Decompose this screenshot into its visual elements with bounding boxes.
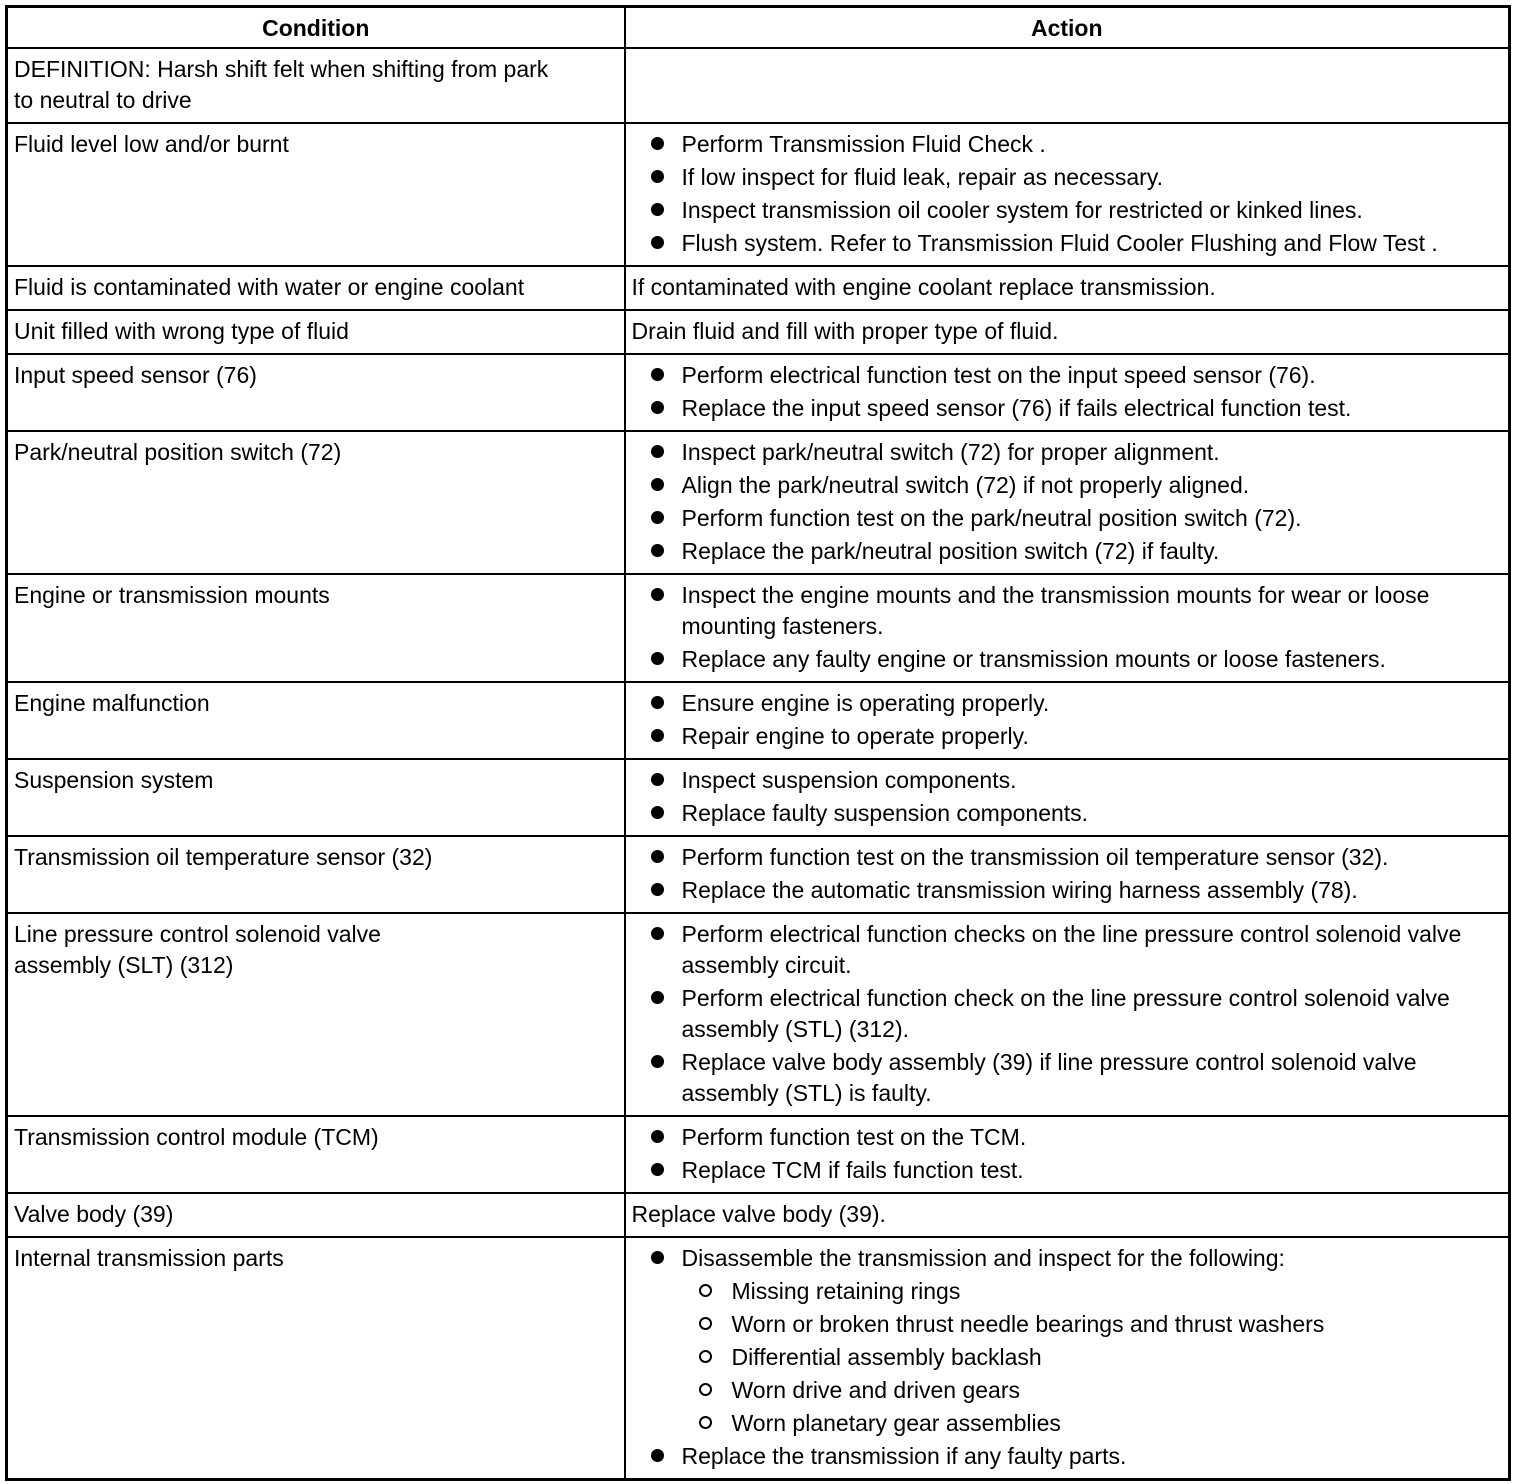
action-text: If contaminated with engine coolant replace transmission. [631,274,1216,300]
action-item-text: Perform function test on the TCM. [681,1124,1027,1150]
hollow-bullet-icon [699,1416,712,1429]
action-list [632,580,1503,675]
action-item-text: Perform electrical function check on the line pressure control solenoid valve assembly (STL) (312). [681,985,1450,1042]
action-item-text: Replace the input speed sensor (76) if fails electrical function test. [681,395,1352,421]
hollow-bullet-icon [699,1284,712,1297]
action-item-text: Perform function test on the transmission oil temperature sensor (32). [681,844,1389,870]
sub-list-item [732,1408,1503,1439]
action-list [632,1243,1503,1472]
action-item-text: Ensure engine is operating properly. [681,690,1050,716]
action-cell [625,431,1510,574]
table-row [7,1193,1510,1237]
hollow-bullet-icon [699,1317,712,1330]
action-cell [625,48,1510,123]
sub-item-text: Missing retaining rings [731,1278,961,1304]
action-list-item [682,983,1503,1045]
action-list-item [682,798,1503,829]
action-text: Drain fluid and fill with proper type of fluid. [631,318,1059,344]
bullet-icon [651,883,664,896]
action-item-text: Disassemble the transmission and inspect for the following: [681,1245,1285,1271]
hollow-bullet-icon [699,1383,712,1396]
action-cell [625,682,1510,759]
action-list-item [682,842,1503,873]
action-list-item [682,1122,1503,1153]
action-list [632,919,1503,1109]
action-item-text: Perform electrical function checks on the line pressure control solenoid valve assembly circuit. [681,921,1462,978]
action-item-text: Inspect the engine mounts and the transmission mounts for wear or loose mounting fasteners. [681,582,1430,639]
condition-cell: Transmission oil temperature sensor (32) [7,836,625,913]
table-row [7,354,1510,431]
action-list-item [682,1243,1503,1439]
action-item-text: Replace the park/neutral position switch (72) if faulty. [681,538,1220,564]
bullet-icon [651,806,664,819]
action-cell [625,1116,1510,1193]
action-list [632,842,1503,906]
action-item-text: Flush system. Refer to Transmission Fluid Cooler Flushing and Flow Test . [681,230,1438,256]
action-list-item [682,129,1503,160]
bullet-icon [651,203,664,216]
action-list [632,688,1503,752]
action-list [632,129,1503,259]
action-item-text: Inspect suspension components. [681,767,1017,793]
header-condition: Condition [7,7,625,49]
action-list-item [682,536,1503,567]
action-list-item [682,437,1503,468]
action-cell [625,123,1510,266]
condition-cell: Park/neutral position switch (72) [7,431,625,574]
action-cell [625,1193,1510,1237]
action-item-text: Replace the transmission if any faulty parts. [681,1443,1127,1469]
bullet-icon [651,1130,664,1143]
action-cell [625,310,1510,354]
action-list [632,437,1503,567]
action-list-item [682,195,1503,226]
table-row [7,682,1510,759]
action-list-item [682,1047,1503,1109]
sub-list-item [732,1342,1503,1373]
action-list-item [682,765,1503,796]
sub-list [682,1276,1503,1439]
action-item-text: Replace valve body assembly (39) if line pressure control solenoid valve assembly (STL) is faulty. [681,1049,1417,1106]
action-item-text: If low inspect for fluid leak, repair as necessary. [681,164,1164,190]
bullet-icon [651,927,664,940]
table-row [7,310,1510,354]
bullet-icon [651,991,664,1004]
action-item-text: Replace TCM if fails function test. [681,1157,1024,1183]
action-item-text: Replace any faulty engine or transmission mounts or loose fasteners. [681,646,1386,672]
action-list-item [682,1155,1503,1186]
condition-cell: Fluid level low and/or burnt [7,123,625,266]
bullet-icon [651,1449,664,1462]
action-list [632,1122,1503,1186]
condition-cell: Engine malfunction [7,682,625,759]
table-row [7,48,1510,123]
action-cell [625,759,1510,836]
action-item-text: Align the park/neutral switch (72) if not properly aligned. [681,472,1250,498]
header-action: Action [625,7,1510,49]
sub-item-text: Worn drive and driven gears [731,1377,1020,1403]
action-cell [625,913,1510,1116]
bullet-icon [651,478,664,491]
action-item-text: Perform electrical function test on the input speed sensor (76). [681,362,1316,388]
action-text: Replace valve body (39). [631,1201,886,1227]
action-list-item [682,360,1503,391]
hollow-bullet-icon [699,1350,712,1363]
action-list-item [682,503,1503,534]
sub-item-text: Differential assembly backlash [731,1344,1042,1370]
bullet-icon [651,511,664,524]
action-list-item [682,1441,1503,1472]
action-list-item [682,688,1503,719]
condition-cell: Unit filled with wrong type of fluid [7,310,625,354]
diagnostic-table [5,5,1511,1481]
table-row [7,123,1510,266]
condition-cell: Valve body (39) [7,1193,625,1237]
sub-list-item [732,1309,1503,1340]
action-list [632,360,1503,424]
sub-list-item [732,1375,1503,1406]
bullet-icon [651,588,664,601]
bullet-icon [651,1251,664,1264]
condition-cell: Line pressure control solenoid valve assembly (SLT) (312) [7,913,625,1116]
action-cell [625,836,1510,913]
action-item-text: Replace faulty suspension components. [681,800,1089,826]
action-list-item [682,393,1503,424]
bullet-icon [651,170,664,183]
action-list-item [682,875,1503,906]
action-cell [625,1237,1510,1480]
condition-cell: DEFINITION: Harsh shift felt when shifting from park to neutral to drive [7,48,625,123]
bullet-icon [651,1055,664,1068]
action-list-item [682,644,1503,675]
action-list-item [682,721,1503,752]
table-body [7,48,1510,1480]
table-row [7,759,1510,836]
action-item-text: Perform Transmission Fluid Check . [681,131,1046,157]
condition-cell: Input speed sensor (76) [7,354,625,431]
bullet-icon [651,850,664,863]
action-cell [625,574,1510,682]
table-row [7,431,1510,574]
bullet-icon [651,729,664,742]
action-list-item [682,580,1503,642]
table-row [7,836,1510,913]
table-header-row [7,7,1510,49]
action-cell [625,354,1510,431]
action-list-item [682,470,1503,501]
action-item-text: Repair engine to operate properly. [681,723,1029,749]
action-item-text: Replace the automatic transmission wiring harness assembly (78). [681,877,1358,903]
bullet-icon [651,544,664,557]
sub-list-item [732,1276,1503,1307]
condition-cell: Fluid is contaminated with water or engine coolant [7,266,625,310]
table-row [7,266,1510,310]
diagnostic-table-container [5,5,1508,1481]
bullet-icon [651,401,664,414]
bullet-icon [651,773,664,786]
bullet-icon [651,368,664,381]
condition-cell: Internal transmission parts [7,1237,625,1480]
action-item-text: Inspect park/neutral switch (72) for proper alignment. [681,439,1220,465]
table-row [7,1116,1510,1193]
table-row [7,574,1510,682]
condition-cell: Engine or transmission mounts [7,574,625,682]
condition-cell: Suspension system [7,759,625,836]
action-list-item [682,228,1503,259]
condition-cell: Transmission control module (TCM) [7,1116,625,1193]
action-item-text: Inspect transmission oil cooler system for restricted or kinked lines. [681,197,1363,223]
sub-item-text: Worn planetary gear assemblies [731,1410,1061,1436]
sub-item-text: Worn or broken thrust needle bearings and thrust washers [731,1311,1325,1337]
bullet-icon [651,137,664,150]
bullet-icon [651,1163,664,1176]
action-item-text: Perform function test on the park/neutral position switch (72). [681,505,1302,531]
bullet-icon [651,445,664,458]
action-list [632,765,1503,829]
action-list-item [682,162,1503,193]
bullet-icon [651,652,664,665]
table-row [7,1237,1510,1480]
action-cell [625,266,1510,310]
table-row [7,913,1510,1116]
bullet-icon [651,696,664,709]
action-list-item [682,919,1503,981]
bullet-icon [651,236,664,249]
